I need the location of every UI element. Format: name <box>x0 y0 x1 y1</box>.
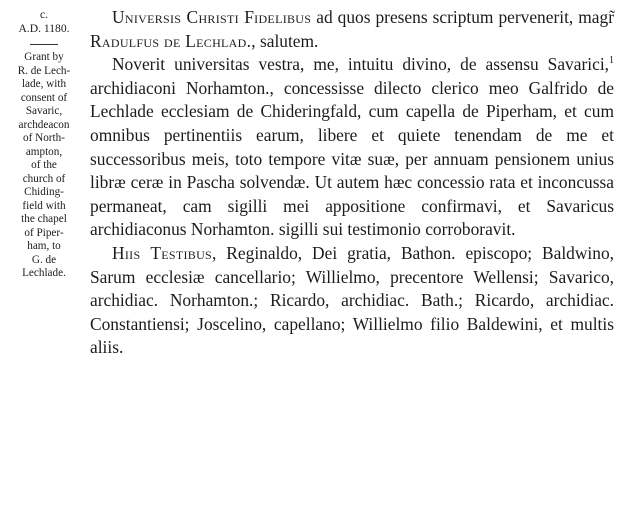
charter-address-paragraph <box>90 6 614 53</box>
margin-note-line: ampton, <box>25 145 63 158</box>
margin-note-line: G. de <box>31 253 57 266</box>
margin-note-line: Savaric, <box>25 105 63 117</box>
grant-text-start: Noverit universitas vestra, me, intuitu divino, de assensu Savarici, <box>112 54 609 75</box>
margin-note-line: Lechlade. <box>22 267 66 279</box>
charter-witness-paragraph <box>90 242 614 360</box>
margin-note-line: R. de Lech- <box>17 64 71 77</box>
grant-text-rest: archidiaconi Norhamton., concessisse dilecto clerico meo Galfrido de Lechlade ecclesiam de Chideringfald, cum capella de Piperham, et cum omnibus pertinentiis earum, libere et quiete tenendam de me et successoribus meis, toto tempore vitæ suæ, per annuam pensionem unius libræ ceræ in Pascha solvendæ. Ut autem hæc concessio rata et inconcussa permaneat, cam sigilli mei appositione confirmavi, et Savaricus archidiaconus Norhamton. sigilli sui testimonio corroboravit. <box>90 77 614 240</box>
margin-note-line: Grant by <box>24 51 64 63</box>
margin-note-line: field with <box>22 199 66 212</box>
address-text: ad quos presens scriptum pervenerit, magr̃ <box>311 7 614 27</box>
margin-note-line: of North- <box>23 132 65 144</box>
marginal-note <box>4 8 84 281</box>
grantor-name: Radulfus de Lechlad. <box>90 30 252 51</box>
footnote-marker: 1 <box>609 55 614 67</box>
margin-note-line: the chapel <box>21 213 67 225</box>
margin-note-line: Chiding- <box>24 186 64 198</box>
witness-heading: Hiis Testibus <box>112 242 213 263</box>
charter-text <box>90 6 614 360</box>
margin-note-line: consent of <box>20 91 68 104</box>
margin-note-line: of Piper- <box>24 226 64 239</box>
margin-note-line: ham, to <box>27 240 61 252</box>
address-heading: Universis Christi Fidelibus <box>112 7 312 27</box>
salutation-text: , salutem. <box>251 30 319 51</box>
margin-note-line: lade, with <box>21 78 67 90</box>
witness-list: , Reginaldo, Dei gratia, Bathon. episcopo; Baldwino, Sarum ecclesiæ cancellario; Willielmo, precentore Wellensi; Savarico, archidiac. Norhamton.; Ricardo, archidiac. Bath.; Ricardo, archidiac. Constantiensi; Joscelino, capellano; Willielmo filio Baldewini, et multis aliis. <box>90 242 614 358</box>
charter-grant-paragraph <box>90 53 614 242</box>
margin-divider <box>30 44 58 45</box>
margin-note-line: of the <box>31 159 57 171</box>
date-circa: c. <box>39 8 49 21</box>
date-year: A.D. 1180. <box>18 22 70 35</box>
margin-note-line: archdeacon <box>18 118 70 131</box>
margin-note-line: church of <box>22 172 66 185</box>
